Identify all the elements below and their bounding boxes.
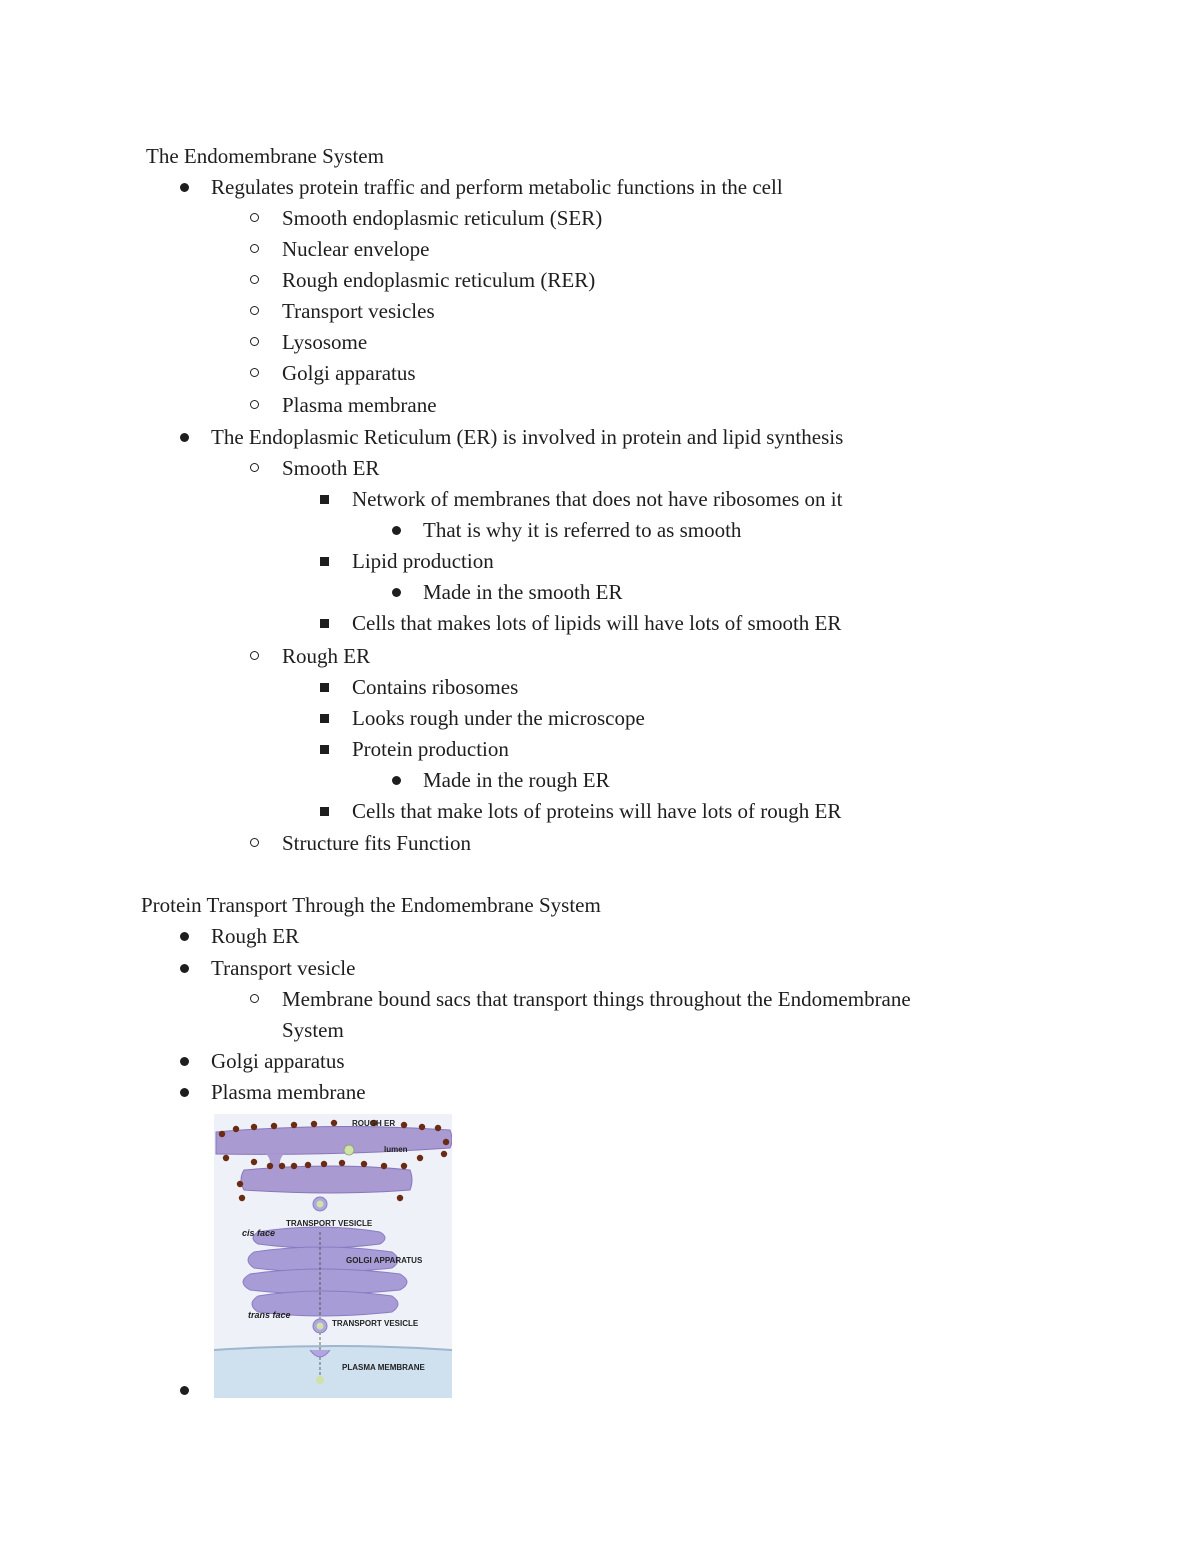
bullet-disc [180, 183, 189, 192]
list-item: Made in the smooth ER [423, 580, 623, 604]
bullet-circle [250, 400, 259, 409]
bullet-circle [250, 213, 259, 222]
label-transport-vesicle-top: TRANSPORT VESICLE [286, 1219, 373, 1228]
endomembrane-figure [214, 1114, 452, 1398]
bullet-disc [392, 588, 401, 597]
list-item: Cells that make lots of proteins will have lots of rough ER [352, 799, 842, 823]
list-item: Contains ribosomes [352, 675, 519, 699]
list-item: Protein production [352, 737, 509, 761]
section-title: Protein Transport Through the Endomembrane System [141, 893, 601, 917]
label-plasma-membrane: PLASMA MEMBRANE [342, 1363, 425, 1372]
label-rough-er: ROUGH ER [352, 1119, 396, 1128]
list-item: Smooth endoplasmic reticulum (SER) [282, 206, 603, 230]
bullet-square [320, 714, 329, 723]
bullet-circle [250, 306, 259, 315]
transport-vesicle [344, 1145, 354, 1155]
bullet-disc [180, 964, 189, 973]
golgi-cisterna [243, 1269, 407, 1294]
list-item: Lysosome [282, 330, 368, 354]
list-item-continuation: System [282, 1018, 344, 1042]
list-item: Nuclear envelope [282, 237, 430, 261]
label-cis-face: cis face [242, 1228, 276, 1238]
list-item: Rough ER [211, 924, 300, 948]
rough-er-cisterna [241, 1166, 412, 1193]
list-item: Network of membranes that does not have ribosomes on it [352, 487, 843, 511]
cargo-protein [317, 1201, 324, 1208]
label-lumen: lumen [384, 1145, 408, 1154]
bullet-square [320, 495, 329, 504]
list-item: Plasma membrane [282, 393, 437, 417]
list-item: Transport vesicle [211, 956, 356, 980]
list-item: Plasma membrane [211, 1080, 366, 1104]
bullet-disc [180, 1386, 189, 1395]
bullet-square [320, 745, 329, 754]
list-item: Looks rough under the microscope [352, 706, 645, 730]
label-transport-vesicle-bottom: TRANSPORT VESICLE [332, 1319, 419, 1328]
list-item: Rough endoplasmic reticulum (RER) [282, 268, 596, 292]
list-item: Lipid production [352, 549, 494, 573]
bullet-square [320, 683, 329, 692]
list-item: The Endoplasmic Reticulum (ER) is involved in protein and lipid synthesis [211, 425, 844, 449]
label-golgi-apparatus: GOLGI APPARATUS [346, 1256, 423, 1265]
list-item: Rough ER [282, 644, 371, 668]
bullet-circle [250, 463, 259, 472]
list-item: Made in the rough ER [423, 768, 610, 792]
rough-er-cisterna [216, 1126, 452, 1154]
bullet-circle [250, 244, 259, 253]
bullet-circle [250, 994, 259, 1003]
endomembrane-diagram [214, 1114, 452, 1398]
secreted-protein [316, 1376, 324, 1384]
label-trans-face: trans face [248, 1310, 291, 1320]
list-item: Structure fits Function [282, 831, 471, 855]
bullet-circle [250, 368, 259, 377]
bullet-circle [250, 838, 259, 847]
list-item: Smooth ER [282, 456, 380, 480]
bullet-circle [250, 275, 259, 284]
bullet-square [320, 619, 329, 628]
list-item: Golgi apparatus [282, 361, 416, 385]
bullet-square [320, 557, 329, 566]
list-item: Cells that makes lots of lipids will have lots of smooth ER [352, 611, 842, 635]
bullet-disc [180, 1057, 189, 1066]
list-item: Membrane bound sacs that transport things throughout the Endomembrane [282, 987, 911, 1011]
bullet-circle [250, 651, 259, 660]
cargo-protein [317, 1323, 324, 1330]
list-item: Transport vesicles [282, 299, 435, 323]
bullet-disc [180, 433, 189, 442]
bullet-disc [180, 932, 189, 941]
list-item: Regulates protein traffic and perform metabolic functions in the cell [211, 175, 783, 199]
bullet-square [320, 807, 329, 816]
bullet-circle [250, 337, 259, 346]
list-item: That is why it is referred to as smooth [423, 518, 742, 542]
extracellular-space [214, 1346, 452, 1398]
bullet-disc [392, 776, 401, 785]
list-item: Golgi apparatus [211, 1049, 345, 1073]
section-title: The Endomembrane System [146, 144, 384, 168]
bullet-disc [392, 526, 401, 535]
bullet-disc [180, 1088, 189, 1097]
